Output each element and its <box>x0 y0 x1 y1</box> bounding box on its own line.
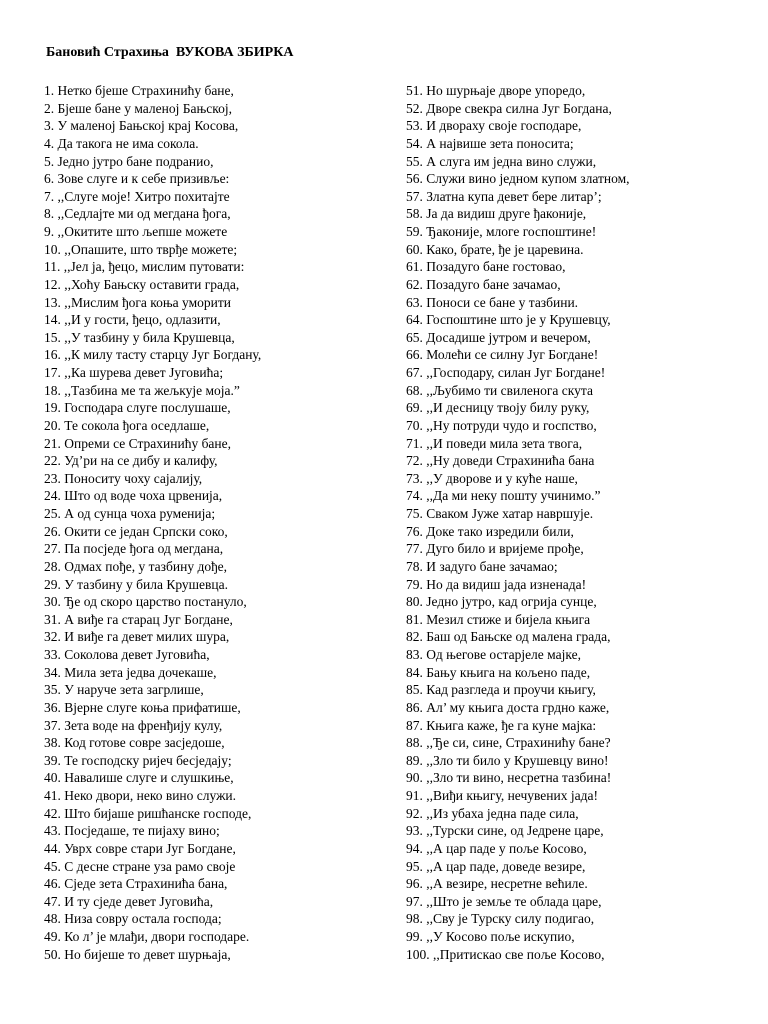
verse-line: 38. Код готове совре засједоше, <box>44 735 225 751</box>
verse-line: 32. И виђе га девет милих шура, <box>44 629 230 645</box>
verse-line: 73. ,,У дворове и у куће наше, <box>406 470 578 486</box>
verse-line: 22. Уд’ри на се дибу и калифу, <box>44 453 218 469</box>
verse-line: 68. ,,Љубимо ти свиленога скута <box>406 382 593 398</box>
verse-line: 28. Одмах пође, у тазбину дође, <box>44 558 227 574</box>
verse-line: 45. С десне стране уза рамо своје <box>44 858 236 874</box>
verse-line: 65. Досадише јутром и вечером, <box>406 329 591 345</box>
verse-line: 83. Од његове остарјеле мајке, <box>406 647 581 662</box>
verse-line: 48. Низа совру остала господа; <box>44 911 222 927</box>
verse-line: 18. ,,Тазбина ме та жељкује моја.” <box>44 382 240 398</box>
verse-line: 23. Поноситу чоху сајалију, <box>44 470 203 486</box>
verse-line: 95. ,,А цар паде, доведе везире, <box>406 858 586 874</box>
verse-line: 12. ,,Хоћу Бањску оставити града, <box>44 276 240 292</box>
verse-line: 63. Поноси се бане у тазбини. <box>406 294 579 310</box>
verse-line: 40. Навалише слуге и слушкиње, <box>44 770 234 786</box>
verse-line: 3. У маленој Бањској крај Косова, <box>44 118 239 134</box>
left-column <box>44 82 394 963</box>
verse-line: 79. Но да видиш јада изненада! <box>406 576 587 592</box>
verse-line: 82. Баш од Бањске од малена града, <box>406 629 611 645</box>
verse-line: 29. У тазбину у била Крушевца. <box>44 576 229 592</box>
verse-line: 64. Госпоштине што је у Крушевцу, <box>406 312 611 328</box>
verse-line: 56. Служи вино једном купом златном, <box>406 171 630 187</box>
verse-line: 85. Кад разгледа и проучи књигу, <box>406 682 596 698</box>
verse-line: 99. ,,У Косово поље искупио, <box>406 929 575 944</box>
verse-line: 30. Ђе од скоро царство постануло, <box>44 594 247 610</box>
verse-line: 15. ,,У тазбину у била Крушевца, <box>44 329 235 345</box>
verse-line: 93. ,,Турски сине, од Једрене царе, <box>406 823 604 839</box>
verse-line: 5. Једно јутро бане подранио, <box>44 153 214 169</box>
verse-line: 37. Зета воде на френђију кулу, <box>44 717 223 733</box>
verse-line: 70. ,,Ну потруди чудо и госпство, <box>406 417 597 433</box>
verse-line: 67. ,,Господару, силан Југ Богдане! <box>406 365 606 380</box>
verse-line: 11. ,,Јел ја, ђецо, мислим путовати: <box>44 259 245 275</box>
verse-line: 50. Но бијеше то девет шурњаја, <box>44 946 231 962</box>
verse-line: 34. Мила зета једва дочекаше, <box>44 664 217 680</box>
verse-line: 21. Опреми се Страхинићу бане, <box>44 435 232 451</box>
verse-line: 84. Бању књига на кољено паде, <box>406 664 591 680</box>
verse-line: 47. И ту сједе девет Југовића, <box>44 893 214 909</box>
verse-line: 74. ,,Да ми неку пошту учинимо.” <box>406 488 601 504</box>
verse-line: 7. ,,Слуге моје! Хитро похитајте <box>44 188 230 204</box>
verse-line: 80. Једно јутро, кад огрија сунце, <box>406 594 597 610</box>
verse-line: 1. Нетко бјеше Страхинићу бане, <box>44 83 234 98</box>
verse-line: 26. Окити се један Српски соко, <box>44 523 228 539</box>
verse-line: 10. ,,Опашите, што тврђе можете; <box>44 241 238 257</box>
verse-line: 75. Сваком Јуже хатар навршује. <box>406 506 594 521</box>
verse-line: 41. Неко двори, неко вино служи. <box>44 788 237 803</box>
verse-line: 17. ,,Ка шурева девет Југовића; <box>44 365 224 380</box>
verse-line: 94. ,,А цар паде у поље Косово, <box>406 840 587 856</box>
verse-line: 87. Књига каже, ђе га куне мајка: <box>406 717 597 733</box>
verse-line: 46. Сједе зета Страхинића бана, <box>44 876 228 892</box>
verse-line: 19. Господара слуге послушаше, <box>44 400 231 416</box>
verse-line: 88. ,,Ђе си, сине, Страхинићу бане? <box>406 735 611 751</box>
verse-line: 43. Посједаше, те пијаху вино; <box>44 823 220 839</box>
verse-line: 76. Доке тако изредили били, <box>406 523 574 539</box>
verse-line: 59. Ђаконије, млоге госпоштине! <box>406 224 597 239</box>
verse-line: 69. ,,И десницу твоју билу руку, <box>406 400 590 416</box>
verse-line: 62. Позадуго бане зачамао, <box>406 276 561 292</box>
verse-line: 71. ,,И поведи мила зета твога, <box>406 435 583 451</box>
verse-line: 90. ,,Зло ти вино, несретна тазбина! <box>406 770 612 786</box>
verse-line: 58. Ја да видиш друге ђаконије, <box>406 206 587 222</box>
verse-line: 35. У наруче зета загрлише, <box>44 682 204 698</box>
verse-line: 78. И задуго бане зачамао; <box>406 558 558 574</box>
verse-line: 55. А слуга им једна вино служи, <box>406 153 597 169</box>
verse-line: 66. Молећи се силну Југ Богдане! <box>406 347 599 363</box>
document-title: Бановић Страхиња ВУКОВА ЗБИРКА <box>46 45 294 60</box>
verse-line: 81. Мезил стиже и бијела књига <box>406 611 591 627</box>
verse-line: 60. Како, брате, ђе је царевина. <box>406 241 584 257</box>
verse-line: 52. Дворе свекра силна Југ Богдана, <box>406 100 612 116</box>
verse-line: 9. ,,Окитите што љепше можете <box>44 224 228 239</box>
verse-line: 86. Ал’ му књига доста грдно каже, <box>406 699 610 715</box>
verse-line: 39. Те господску ријеч бесједају; <box>44 752 232 768</box>
verse-line: 33. Соколова девет Југовића, <box>44 647 210 662</box>
verse-line: 6. Зове слуге и к себе призивље: <box>44 171 230 187</box>
verse-line: 25. А од сунца чоха руменија; <box>44 506 216 521</box>
verse-line: 92. ,,Из убаха једна паде сила, <box>406 805 579 821</box>
verse-line: 16. ,,К милу тасту старцу Југ Богдану, <box>44 347 262 363</box>
verse-line: 54. А највише зета поноситa; <box>406 135 574 151</box>
verse-line: 27. Па посједе ђога од мегдана, <box>44 541 224 557</box>
verse-line: 13. ,,Мислим ђога коња уморити <box>44 294 231 310</box>
verse-line: 20. Те сокола ђога оседлаше, <box>44 417 210 433</box>
verse-line: 96. ,,А везире, несретне већиле. <box>406 876 588 892</box>
verse-line: 42. Што бијаше ришћанске господе, <box>44 805 252 821</box>
verse-line: 77. Дуго било и вријеме прође, <box>406 541 584 557</box>
verse-line: 72. ,,Ну доведи Страхинића бана <box>406 453 595 469</box>
verse-line: 89. ,,Зло ти било у Крушевцу вино! <box>406 752 609 768</box>
verse-line: 49. Ко л’ је млађи, двори господаре. <box>44 929 250 944</box>
verse-line: 57. Златна купа девет бере литар’; <box>406 188 602 204</box>
verse-line: 97. ,,Што је земље те облада царе, <box>406 893 602 909</box>
verse-line: 4. Да такога не има сокола. <box>44 135 199 151</box>
verse-line: 36. Вјерне слуге коња прифатише, <box>44 699 241 715</box>
verse-line: 14. ,,И у гости, ђецо, одлазити, <box>44 312 221 328</box>
verse-line: 98. ,,Сву је Турску силу подигао, <box>406 911 595 927</box>
verse-line: 24. Што од воде чоха црвенија, <box>44 488 223 504</box>
verse-line: 51. Но шурњаје дворе упоредо, <box>406 83 586 98</box>
verse-line: 31. А виђе га старац Југ Богдане, <box>44 611 233 627</box>
verse-line: 100. ,,Притискао све поље Косово, <box>406 946 605 962</box>
verse-line: 91. ,,Виђи књигу, нечувених јада! <box>406 788 598 803</box>
verse-line: 8. ,,Седлајте ми од мегдана ђога, <box>44 206 231 222</box>
verse-line: 61. Позадуго бане гостовао, <box>406 259 566 275</box>
verse-line: 44. Уврх совре стари Југ Богдане, <box>44 840 236 856</box>
verse-line: 2. Бјеше бане у маленој Бањској, <box>44 100 232 116</box>
right-column <box>406 82 756 963</box>
verse-line: 53. И двораху своје господаре, <box>406 118 582 134</box>
